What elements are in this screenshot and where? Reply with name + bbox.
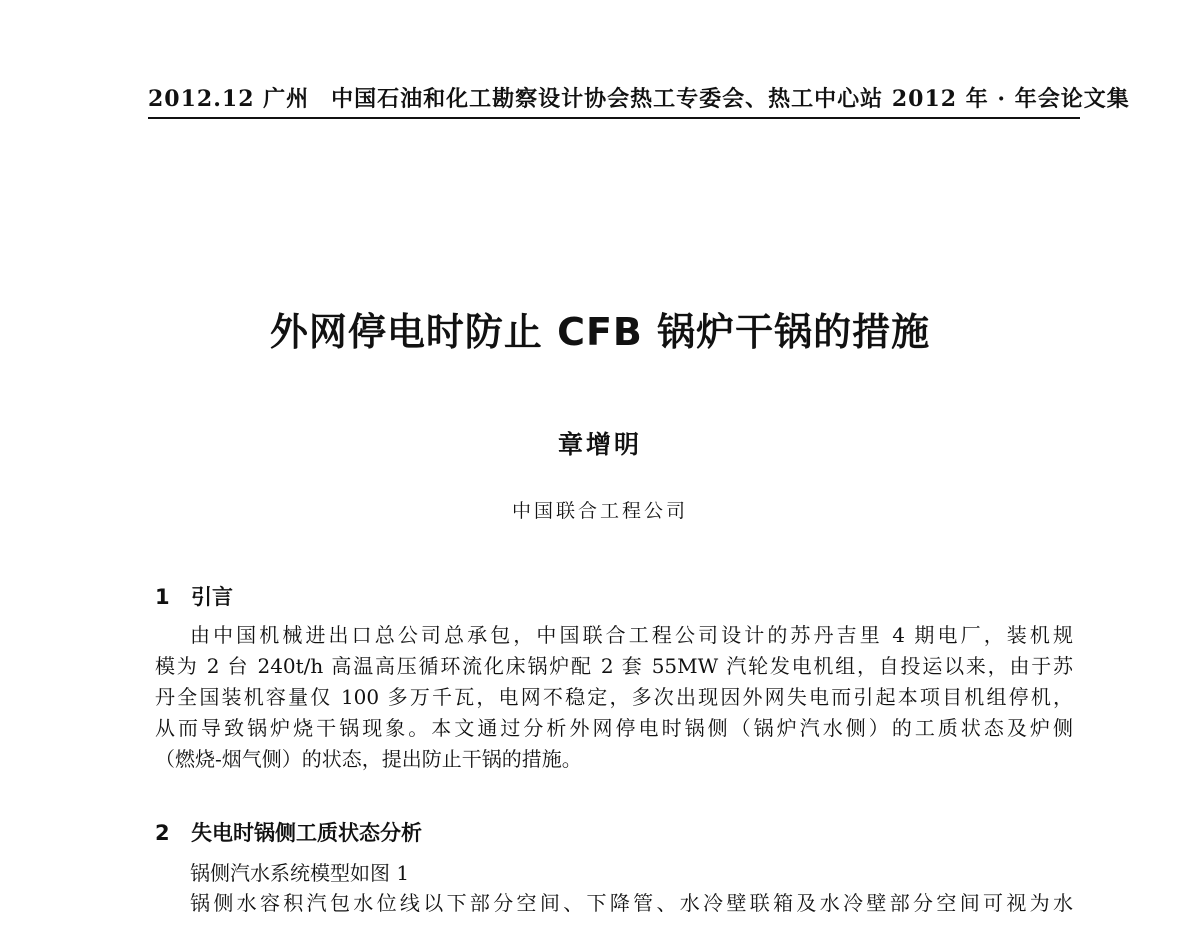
header-date-place: 2012.12 广州 [148, 86, 310, 112]
section-number: 1 [155, 585, 170, 609]
paragraph-line: 由中国机械进出口总公司总承包，中国联合工程公司设计的苏丹吉里 4 期电厂，装机规 [190, 623, 1073, 647]
author-name: 章增明 [557, 430, 642, 459]
analysis-paragraph-1 [155, 858, 1073, 889]
paragraph-line: 锅侧汽水系统模型如图 1 [190, 861, 410, 885]
section-title: 引言 [191, 585, 233, 609]
section-heading-introduction [155, 582, 233, 612]
paragraph-line: 模为 2 台 240t/h 高温高压循环流化床锅炉配 2 套 55MW 汽轮发电机组，自投运以来，由于苏 [155, 654, 1073, 678]
header-conference: 中国石油和化工勘察设计协会热工专委会、热工中心站 2012 年 · 年会论文集 [331, 86, 1130, 112]
paragraph-line: 锅侧水容积汽包水位线以下部分空间、下降管、水冷壁联箱及水冷壁部分空间可视为水 [190, 891, 1073, 915]
paragraph-line: 丹全国装机容量仅 100 多万千瓦，电网不稳定，多次出现因外网失电而引起本项目机组停机， [155, 685, 1073, 709]
running-header [148, 85, 1130, 119]
paper-title: 外网停电时防止 CFB 锅炉干锅的措施 [269, 310, 931, 354]
introduction-paragraph [155, 620, 1073, 775]
analysis-paragraph-2 [155, 888, 1073, 919]
section-heading-analysis [155, 818, 422, 848]
paragraph-line: 从而导致锅炉烧干锅现象。本文通过分析外网停电时锅侧（锅炉汽水侧）的工质状态及炉侧 [155, 716, 1073, 740]
section-number: 2 [155, 821, 170, 845]
paragraph-line: （燃烧-烟气侧）的状态，提出防止干锅的措施。 [155, 747, 582, 771]
author-affiliation: 中国联合工程公司 [511, 500, 688, 522]
section-title: 失电时锅侧工质状态分析 [191, 821, 422, 845]
